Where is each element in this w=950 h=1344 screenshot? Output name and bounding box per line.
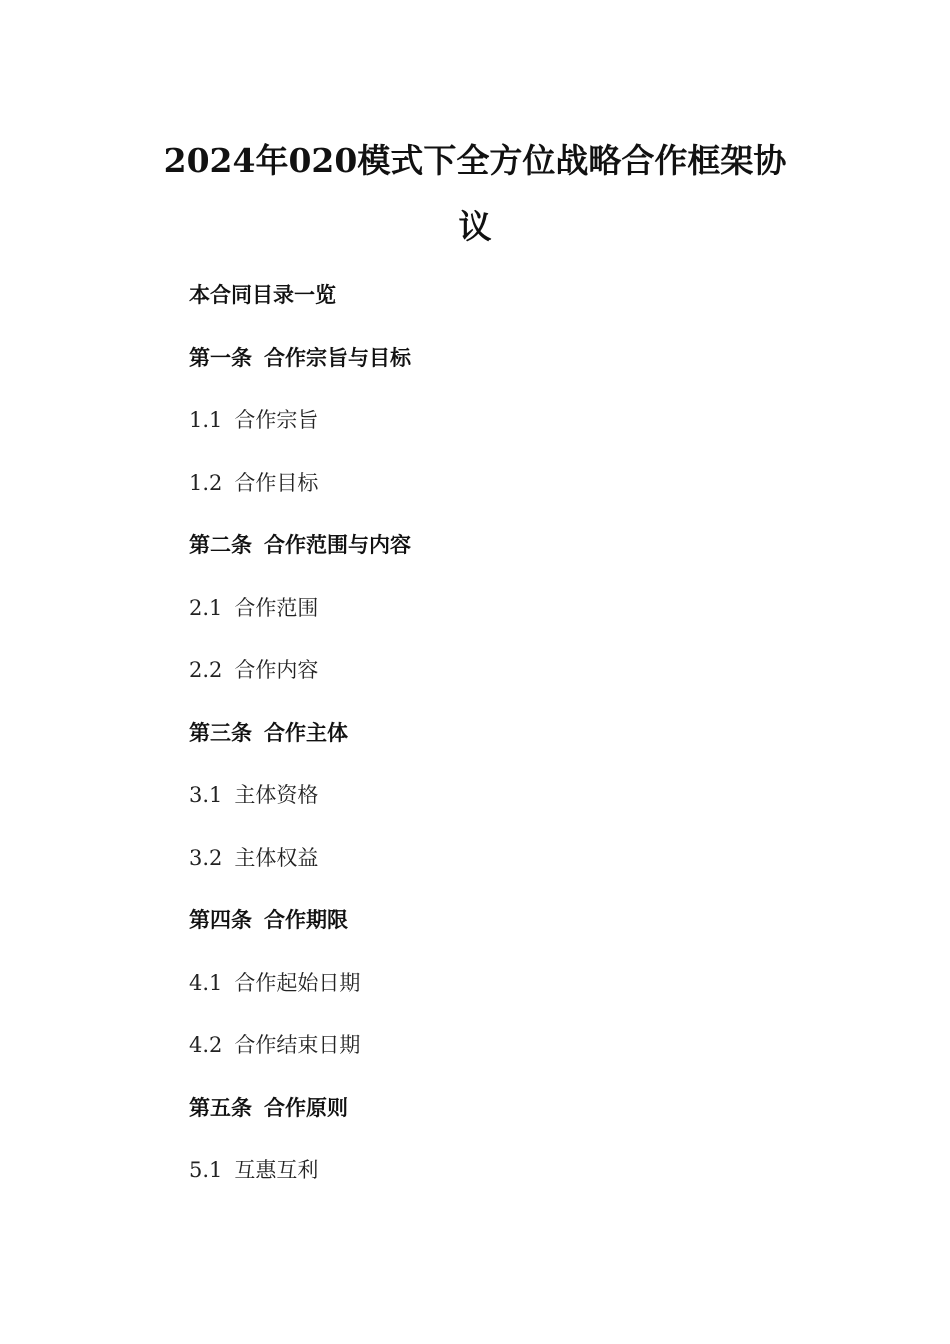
toc-section-1-1 <box>189 401 789 464</box>
toc-number: 第五条 <box>189 1094 252 1120</box>
toc-section-1-2 <box>189 464 789 527</box>
toc-text: 合作结束日期 <box>234 1033 361 1057</box>
toc-section-3-1 <box>189 776 789 839</box>
toc-number: 第四条 <box>189 907 252 932</box>
toc-number: 1.1 <box>189 408 223 432</box>
toc-heading: 本合同目录一览 <box>189 282 336 307</box>
document-title: 2024年020模式下全方位战略合作框架协议 <box>163 141 787 246</box>
toc-number: 第二条 <box>189 532 252 557</box>
toc-section-3-2 <box>189 839 789 902</box>
table-of-contents <box>189 276 789 1214</box>
toc-number: 1.2 <box>189 470 223 495</box>
toc-section-4-2 <box>189 1026 789 1089</box>
toc-section-2-1 <box>189 589 789 652</box>
toc-article-5 <box>189 1089 789 1152</box>
toc-text: 合作起始日期 <box>234 970 361 995</box>
toc-text: 合作范围 <box>234 595 319 620</box>
toc-text: 合作期限 <box>264 907 348 932</box>
toc-number: 2.2 <box>189 658 223 682</box>
toc-text: 合作宗旨与目标 <box>264 344 411 370</box>
toc-section-4-1 <box>189 964 789 1027</box>
toc-article-4 <box>189 901 789 964</box>
toc-section-2-2 <box>189 651 789 714</box>
toc-text: 合作范围与内容 <box>264 532 411 557</box>
toc-number: 4.2 <box>189 1033 223 1057</box>
toc-number: 5.1 <box>189 1158 223 1182</box>
toc-text: 互惠互利 <box>234 1158 319 1182</box>
toc-text: 合作宗旨 <box>234 408 319 432</box>
toc-text: 合作目标 <box>234 470 319 495</box>
toc-text: 合作内容 <box>234 658 319 682</box>
toc-number: 3.1 <box>189 783 223 807</box>
toc-number: 第三条 <box>189 719 252 745</box>
toc-text: 合作原则 <box>264 1094 348 1120</box>
toc-number: 2.1 <box>189 595 223 620</box>
toc-text: 合作主体 <box>264 719 348 745</box>
toc-number: 第一条 <box>189 344 252 370</box>
toc-article-2 <box>189 526 789 589</box>
toc-section-5-1 <box>189 1151 789 1214</box>
toc-number: 4.1 <box>189 970 223 995</box>
toc-text: 主体权益 <box>234 845 319 870</box>
toc-text: 主体资格 <box>234 783 319 807</box>
toc-article-1 <box>189 339 789 402</box>
toc-article-3 <box>189 714 789 777</box>
toc-number: 3.2 <box>189 845 223 870</box>
